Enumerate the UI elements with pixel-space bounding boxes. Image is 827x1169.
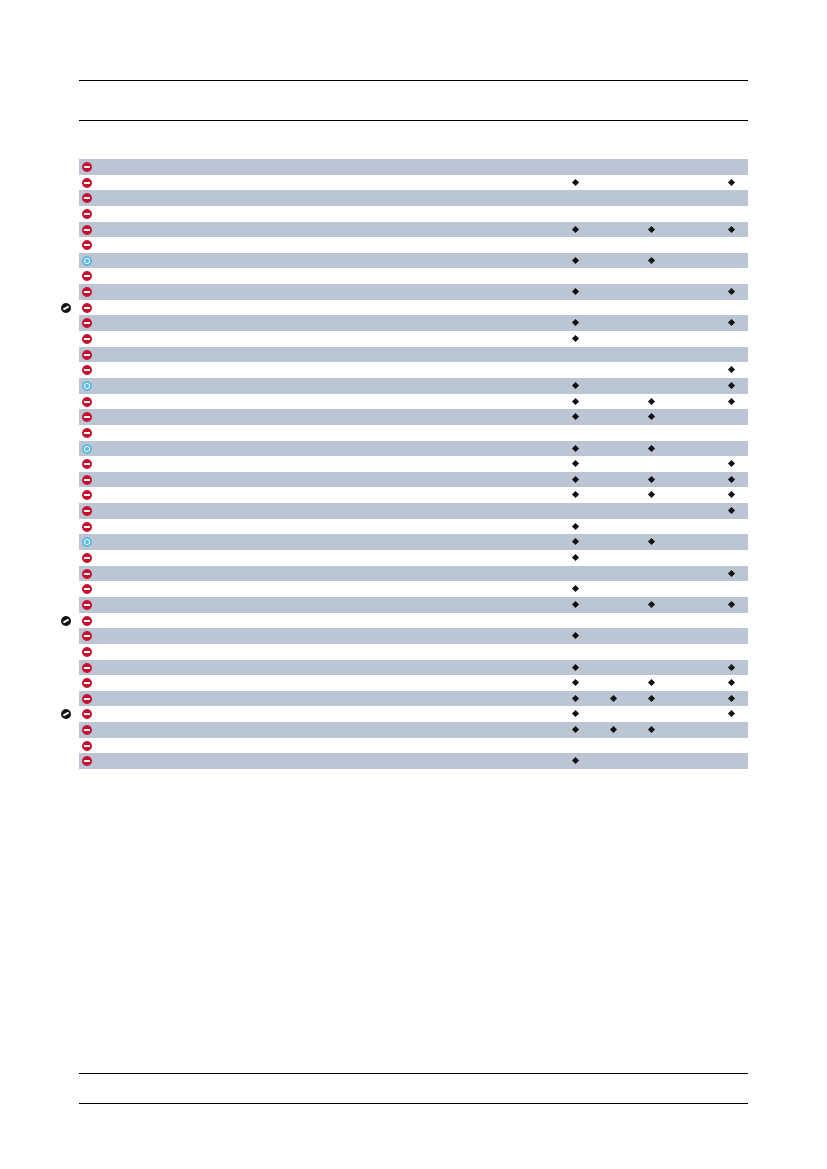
table-row [79,550,748,566]
red-category-icon [82,694,92,704]
table-row [79,738,748,754]
diamond-mark-icon [728,491,735,498]
table-row [79,253,748,269]
red-category-icon [82,334,92,344]
table-row [79,660,748,676]
red-category-icon [82,178,92,188]
diamond-mark-icon [648,398,655,405]
table-row [79,566,748,582]
diamond-mark-icon [572,757,579,764]
diamond-mark-icon [728,288,735,295]
diamond-mark-icon [572,679,579,686]
header-top-rule [79,80,748,81]
red-category-icon [82,350,92,360]
red-category-icon [82,569,92,579]
red-category-icon [82,318,92,328]
diamond-mark-icon [648,226,655,233]
table-row [79,472,748,488]
red-category-icon [82,240,92,250]
diamond-mark-icon [728,679,735,686]
diamond-mark-icon [648,679,655,686]
table-row [79,644,748,660]
red-category-icon [82,271,92,281]
red-category-icon [82,475,92,485]
table-row [79,237,748,253]
red-category-icon [82,522,92,532]
footer-top-rule [79,1073,748,1074]
blue-category-icon [82,444,92,454]
table-row [79,284,748,300]
red-category-icon [82,553,92,563]
red-category-icon [82,678,92,688]
red-category-icon [82,193,92,203]
red-category-icon [82,663,92,673]
diamond-mark-icon [728,398,735,405]
diamond-mark-icon [572,554,579,561]
feature-table [79,159,748,769]
red-category-icon [82,647,92,657]
table-row [79,691,748,707]
red-category-icon [82,303,92,313]
blue-category-icon [82,537,92,547]
diamond-mark-icon [728,179,735,186]
diamond-mark-icon [572,226,579,233]
table-row [79,159,748,175]
diamond-mark-icon [728,570,735,577]
diamond-mark-icon [648,413,655,420]
diamond-mark-icon [572,382,579,389]
red-category-icon [82,412,92,422]
red-category-icon [82,741,92,751]
red-category-icon [82,397,92,407]
header-bottom-rule [79,120,748,121]
table-row [79,581,748,597]
table-row [79,175,748,191]
diamond-mark-icon [572,398,579,405]
diamond-mark-icon [572,179,579,186]
diamond-mark-icon [728,460,735,467]
diamond-mark-icon [728,382,735,389]
diamond-mark-icon [572,632,579,639]
diamond-mark-icon [572,460,579,467]
red-category-icon [82,490,92,500]
diamond-mark-icon [728,366,735,373]
diamond-mark-icon [728,663,735,670]
table-row [79,503,748,519]
table-row [79,487,748,503]
table-row [79,331,748,347]
table-row [79,722,748,738]
diamond-mark-icon [572,319,579,326]
table-row [79,753,748,769]
table-row [79,222,748,238]
diamond-mark-icon [572,413,579,420]
diamond-mark-icon [572,288,579,295]
diamond-mark-icon [572,695,579,702]
red-category-icon [82,428,92,438]
diamond-mark-icon [648,538,655,545]
red-category-icon [82,631,92,641]
diamond-mark-icon [728,601,735,608]
diamond-mark-icon [728,476,735,483]
diamond-mark-icon [572,710,579,717]
diamond-mark-icon [610,695,617,702]
diamond-mark-icon [728,695,735,702]
red-category-icon [82,725,92,735]
diamond-mark-icon [572,585,579,592]
red-category-icon [82,459,92,469]
diamond-mark-icon [572,726,579,733]
blue-category-icon [82,256,92,266]
diamond-mark-icon [610,726,617,733]
diamond-mark-icon [648,476,655,483]
table-row [79,268,748,284]
table-row [79,425,748,441]
red-category-icon [82,209,92,219]
new-flag-icon [61,303,71,313]
red-category-icon [82,584,92,594]
table-row [79,519,748,535]
blue-category-icon [82,381,92,391]
table-row [79,706,748,722]
table-row [79,441,748,457]
diamond-mark-icon [572,523,579,530]
diamond-mark-icon [572,476,579,483]
diamond-mark-icon [572,257,579,264]
diamond-mark-icon [728,507,735,514]
diamond-mark-icon [648,601,655,608]
diamond-mark-icon [572,538,579,545]
table-row [79,300,748,316]
table-row [79,206,748,222]
diamond-mark-icon [648,491,655,498]
new-flag-icon [61,709,71,719]
table-row [79,675,748,691]
diamond-mark-icon [728,226,735,233]
table-row [79,190,748,206]
red-category-icon [82,365,92,375]
diamond-mark-icon [572,444,579,451]
table-row [79,409,748,425]
table-row [79,628,748,644]
red-category-icon [82,162,92,172]
red-category-icon [82,616,92,626]
diamond-mark-icon [728,710,735,717]
table-row [79,347,748,363]
red-category-icon [82,287,92,297]
table-row [79,534,748,550]
red-category-icon [82,225,92,235]
diamond-mark-icon [572,601,579,608]
table-row [79,362,748,378]
red-category-icon [82,756,92,766]
table-row [79,456,748,472]
diamond-mark-icon [648,444,655,451]
diamond-mark-icon [648,695,655,702]
diamond-mark-icon [648,257,655,264]
footer-bottom-rule [79,1103,748,1104]
diamond-mark-icon [728,319,735,326]
diamond-mark-icon [572,491,579,498]
red-category-icon [82,506,92,516]
red-category-icon [82,600,92,610]
table-row [79,315,748,331]
table-row [79,394,748,410]
new-flag-icon [61,616,71,626]
diamond-mark-icon [648,726,655,733]
table-row [79,597,748,613]
table-row [79,613,748,629]
diamond-mark-icon [572,663,579,670]
table-row [79,378,748,394]
red-category-icon [82,709,92,719]
diamond-mark-icon [572,335,579,342]
